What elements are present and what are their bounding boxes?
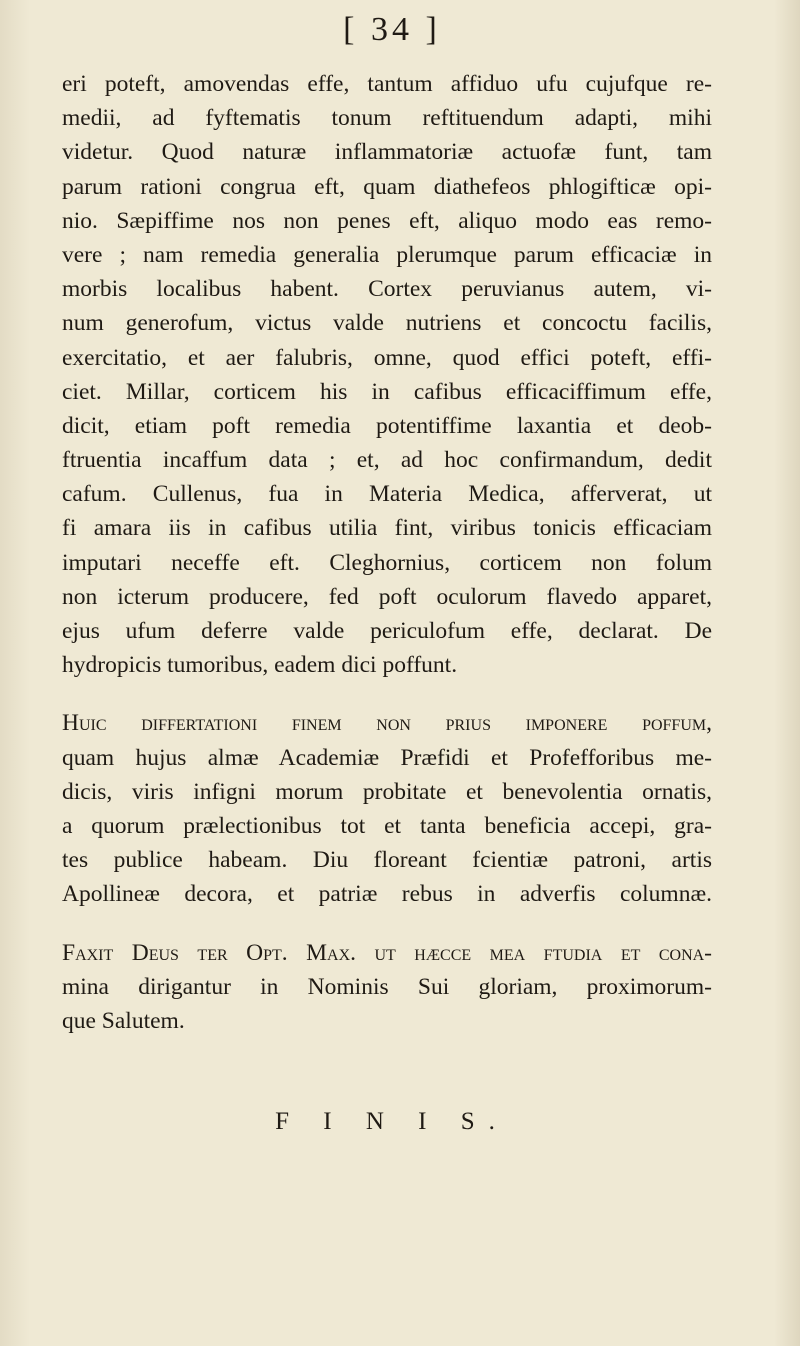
- text-line: morbis localibus habent. Cortex peruvianus autem, vi-: [62, 276, 712, 303]
- text-line: eri poteft, amovendas effe, tantum affiduo ufu cujufque re-: [62, 71, 712, 97]
- text-line: exercitatio, et aer falubris, omne, quod effici poteft, effi-: [62, 344, 712, 371]
- paragraph-1: [62, 67, 712, 682]
- text-line: Faxit Deus ter Opt. Max. ut hæcce mea ftudia et cona-: [62, 939, 712, 966]
- text-line: mina dirigantur in Nominis Sui gloriam, proximorum-: [62, 973, 712, 1000]
- text-line: hydropicis tumoribus, eadem dici poffunt.: [62, 652, 458, 679]
- text-line: vere ; nam remedia generalia plerumque parum efficaciæ in: [62, 241, 712, 268]
- text-line: que Salutem.: [62, 1007, 185, 1034]
- text-line: ciet. Millar, corticem his in cafibus efficaciffimum effe,: [62, 378, 712, 405]
- text-line: cafum. Cullenus, fua in Materia Medica, afferverat, ut: [62, 481, 712, 508]
- text-line: parum rationi congrua eft, quam diathefeos phlogifticæ opi-: [62, 173, 712, 200]
- text-line: dicis, viris infigni morum probitate et benevolentia ornatis,: [62, 778, 712, 805]
- paragraph-2: [62, 706, 712, 911]
- text-line: imputari neceffe eft. Cleghornius, corticem non folum: [62, 549, 712, 576]
- text-line: Apollineæ decora, et patriæ rebus in adverfis columnæ.: [62, 881, 712, 908]
- text-line: tes publice habeam. Diu floreant fcientiæ patroni, artis: [62, 847, 712, 874]
- text-line: videtur. Quod naturæ inflammatoriæ actuofæ funt, tam: [62, 139, 712, 166]
- text-line: nio. Sæpiffime nos non penes eft, aliquo modo eas remo-: [62, 207, 712, 234]
- text-line: num generofum, victus valde nutriens et concoctu facilis,: [62, 310, 712, 337]
- text-line: quam hujus almæ Academiæ Præfidi et Profefforibus me-: [62, 744, 712, 771]
- text-line: ejus ufum deferre valde periculofum effe, declarat. De: [62, 618, 712, 644]
- text-line: non icterum producere, fed poft oculorum flavedo apparet,: [62, 583, 712, 610]
- text-line: fi amara iis in cafibus utilia fint, viribus tonicis efficaciam: [62, 515, 712, 542]
- paragraph-3: [62, 936, 712, 1039]
- text-line: ftruentia incaffum data ; et, ad hoc confirmandum, dedit: [62, 447, 712, 474]
- page-number: [ 34 ]: [343, 11, 441, 48]
- text-line: a quorum prælectionibus tot et tanta beneficia accepi, gra-: [62, 812, 712, 839]
- text-line: dicit, etiam poft remedia potentiffime laxantia et deob-: [62, 412, 712, 439]
- text-line: medii, ad fyftematis tonum reftituendum adapti, mihi: [62, 105, 712, 132]
- body-text: [62, 67, 712, 1038]
- text-line: Huic differtationi finem non prius imponere poffum,: [62, 710, 712, 737]
- finis-heading: F I N I S.: [275, 1108, 509, 1135]
